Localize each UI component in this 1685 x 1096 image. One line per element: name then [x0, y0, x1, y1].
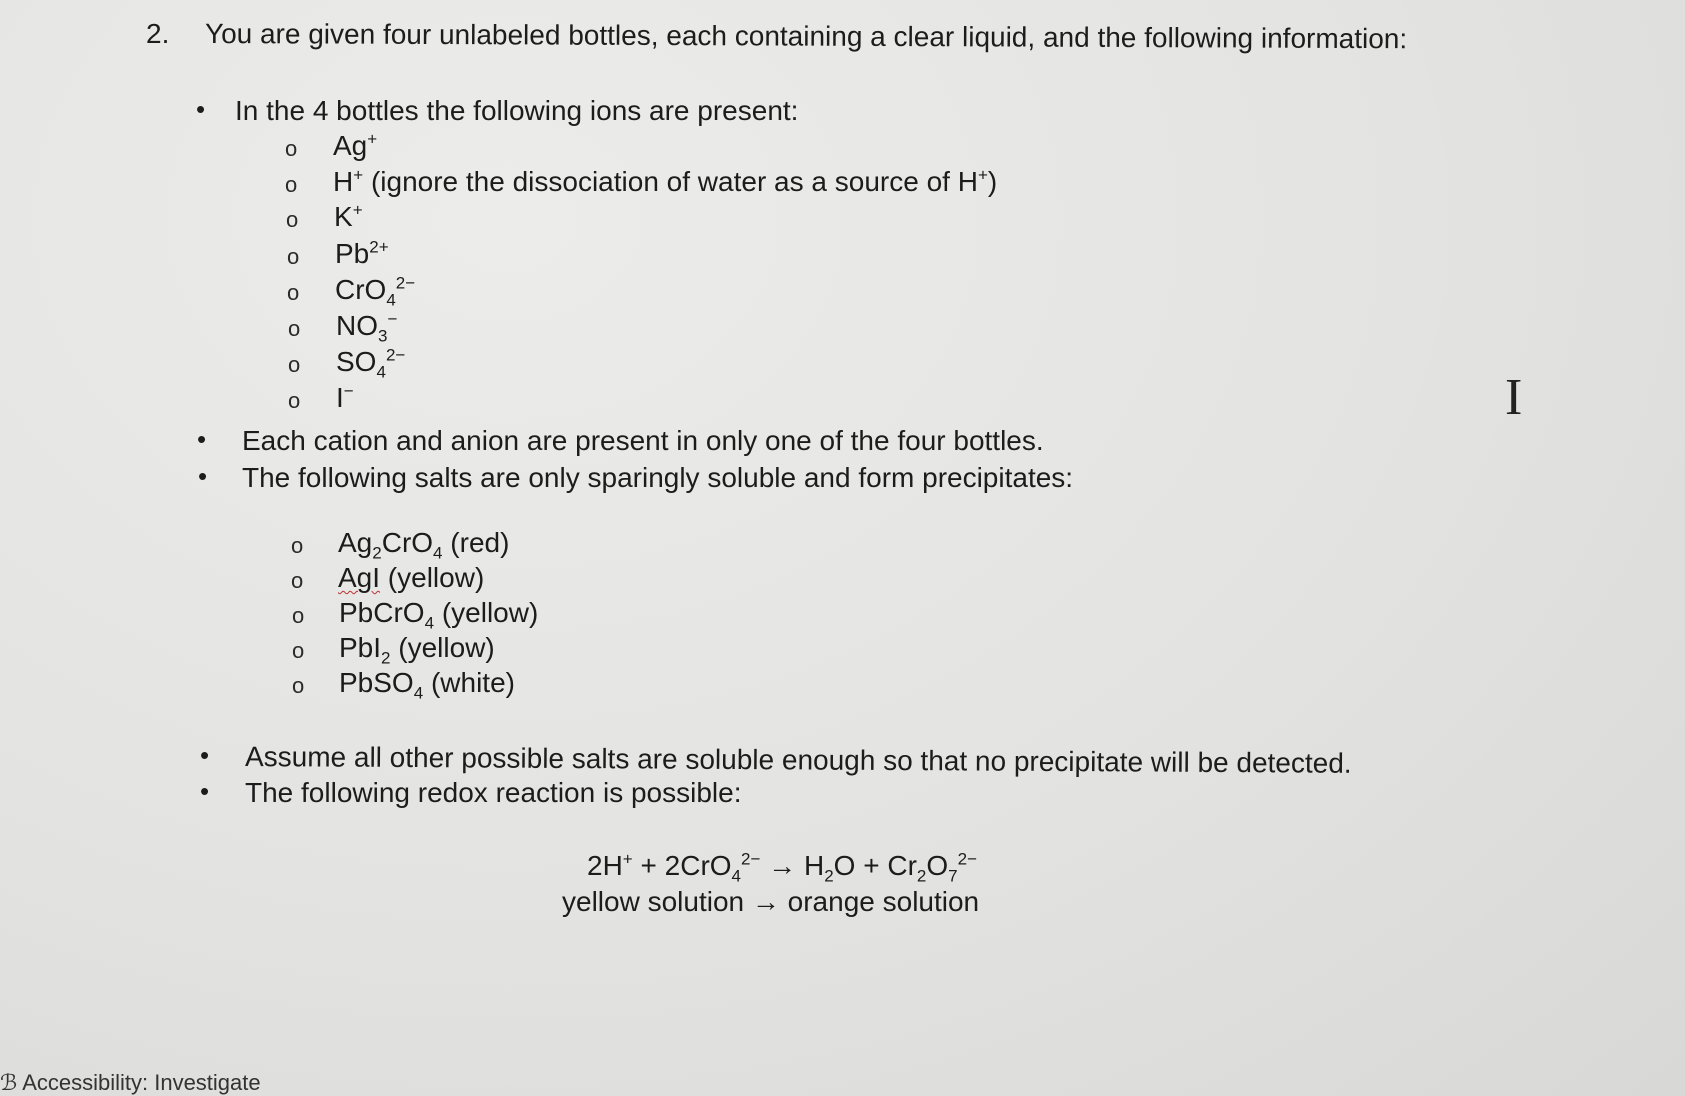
equation-caption: yellow solution → orange solution — [562, 886, 980, 917]
list-circle: o — [287, 280, 300, 305]
list-circle: o — [291, 533, 304, 558]
redox-intro: The following redox reaction is possible: — [245, 777, 742, 808]
list-circle: o — [291, 568, 304, 593]
assume-text: Assume all other possible salts are soluble enough so that no precipitate will be detected. — [244, 741, 1352, 779]
bullet-marker: • — [200, 776, 210, 806]
text-cursor-icon: I — [1505, 369, 1523, 426]
salt-item: PbSO$_4$ (white) — [339, 667, 515, 703]
ions-intro: In the 4 bottles the following ions are present: — [235, 95, 799, 126]
ion-item: H+ (ignore the dissociation of water as a source of H+) — [333, 165, 998, 197]
list-circle: o — [288, 352, 301, 377]
list-circle: o — [287, 244, 300, 269]
ion-item: K+ — [334, 200, 363, 232]
bullet-marker: • — [196, 94, 206, 124]
list-circle: o — [292, 673, 305, 698]
list-circle: o — [285, 172, 298, 197]
ion-item: $NO_3^-$ — [336, 309, 398, 346]
bullet-marker: • — [198, 461, 208, 491]
ion-item: I− — [336, 381, 354, 413]
list-circle: o — [288, 388, 301, 413]
list-circle: o — [292, 603, 305, 628]
ion-item: Ag+ — [333, 129, 378, 161]
ion-item: $Pb^{2+}$ — [335, 237, 389, 269]
list-circle: o — [288, 316, 301, 341]
list-circle: o — [286, 207, 299, 232]
list-circle: o — [292, 638, 305, 663]
salt-item: $Ag_2CrO_4$ (red) — [338, 527, 510, 563]
salts-intro: The following salts are only sparingly soluble and form precipitates: — [242, 462, 1074, 493]
bullet-marker: • — [200, 740, 210, 770]
salt-item: PbCrO$_4$ (yellow) — [339, 597, 539, 633]
question-text: You are given four unlabeled bottles, each containing a clear liquid, and the following information: — [204, 18, 1408, 55]
question-number: 2. — [146, 18, 170, 49]
ion-item: CrO$_4^{2-}$ — [335, 273, 416, 310]
accessibility-status[interactable]: ℬ Accessibility: Investigate — [0, 1070, 261, 1095]
list-circle: o — [285, 136, 298, 161]
bullet-marker: • — [197, 424, 207, 454]
salt-item: PbI$_2$ (yellow) — [339, 632, 495, 668]
ion-item: $SO_4^{2-}$ — [336, 345, 406, 382]
redox-equation: $2H^+ + 2CrO_4^{2-} \to H_2O + Cr_2O_7^{2-}$ — [587, 849, 978, 886]
salt-item: AgI (yellow) — [338, 562, 485, 593]
each-present-text: Each cation and anion are present in only one of the four bottles. — [242, 425, 1044, 456]
